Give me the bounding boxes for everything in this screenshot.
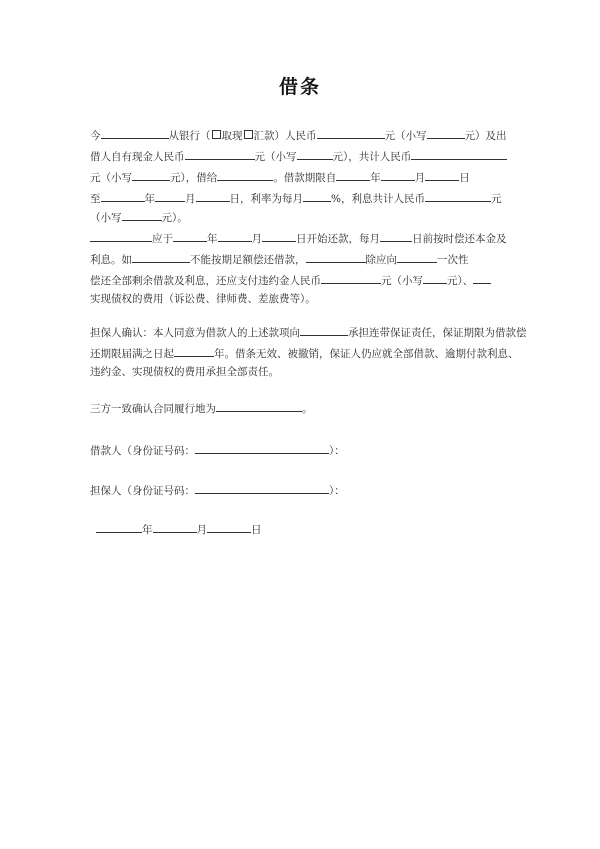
- text-ri: 日: [459, 172, 470, 184]
- text-yue-4: 月: [196, 524, 207, 536]
- blank-end-month[interactable]: [155, 190, 185, 202]
- text-yuan-xiaoxie: 元（小写: [384, 130, 427, 142]
- text-venue: 三方一致确认合同履行地为: [90, 403, 216, 415]
- text-cash: 取现: [221, 130, 243, 142]
- text-close-colon-2: ）：: [329, 485, 345, 497]
- text-guarantor: 担保人（身份证号码：: [90, 485, 195, 497]
- blank-monthly-day[interactable]: [380, 230, 412, 242]
- blank-cash-amount[interactable]: [185, 148, 255, 160]
- borrower-line: [90, 442, 345, 458]
- loan-line-2: [90, 148, 507, 164]
- loan-line-3: [90, 169, 470, 185]
- date-line: [96, 521, 262, 537]
- text-yuan-close-period: 元）。: [161, 212, 188, 224]
- blank-end-year[interactable]: [101, 190, 145, 202]
- blank-repayer[interactable]: [90, 230, 152, 242]
- text-period: 。: [302, 403, 313, 415]
- repay-line-1: [90, 230, 507, 246]
- guarantor-line-2: [90, 345, 519, 361]
- text-yuan-xiaoxie-2: 元（小写: [254, 151, 297, 163]
- checkbox-transfer[interactable]: [244, 130, 253, 139]
- checkbox-cash[interactable]: [212, 130, 221, 139]
- text-pct-interest: %，利息共计人民币: [331, 193, 425, 205]
- text-yue: 月: [414, 172, 426, 184]
- blank-interest-small[interactable]: [122, 209, 162, 221]
- text-yuan: 元: [490, 193, 502, 205]
- text-ying-yu: 应于: [152, 233, 173, 245]
- guarantor-signature-line: [90, 482, 345, 498]
- blank-end-day[interactable]: [196, 190, 230, 202]
- text-yue-3: 月: [251, 233, 262, 245]
- blank-borrower-id[interactable]: [195, 442, 329, 454]
- blank-total-amount[interactable]: [411, 148, 507, 160]
- text-ri-start: 日开始还款，每月: [296, 233, 380, 245]
- blank-penalty[interactable]: [321, 272, 381, 284]
- text-nian-2: 年: [144, 193, 155, 205]
- loan-line-1: [90, 127, 507, 143]
- text-costs: 实现债权的费用（诉讼费、律师费、差旅费等）。: [90, 293, 316, 305]
- blank-guarantee-to[interactable]: [300, 324, 348, 336]
- text-ri-rate: 日，利率为每月: [229, 193, 303, 205]
- blank-cost-payer[interactable]: [473, 272, 491, 284]
- text-guarantor-2a: 还期限届满之日起: [90, 348, 174, 360]
- text-yuan-close: 元）及出: [464, 130, 507, 142]
- guarantor-line-1: [90, 324, 527, 340]
- text-period-from: 。借款期限自: [273, 172, 337, 184]
- text-yuan-close-dun: 元）、: [447, 275, 474, 287]
- blank-rate[interactable]: [303, 190, 331, 202]
- text-nian: 年: [370, 172, 381, 184]
- text-jiegei: 元），借给: [170, 172, 218, 184]
- blank-interest[interactable]: [425, 190, 491, 202]
- document-title: 借条: [278, 76, 321, 98]
- text-ri-4: 日: [251, 524, 262, 536]
- text-nian-4: 年: [142, 524, 153, 536]
- loan-line-5: [90, 209, 188, 225]
- text-nian-3: 年: [207, 233, 218, 245]
- text-guarantor-1b: 承担连带保证责任，保证期限为借款偿: [348, 327, 527, 339]
- text-guarantor-3: 违约金、实现债权的费用承担全部责任。: [90, 366, 279, 378]
- blank-repay-day[interactable]: [262, 230, 296, 242]
- text-zhi: 至: [90, 193, 101, 205]
- text-yue-2: 月: [185, 193, 196, 205]
- repay-line-3: [90, 272, 491, 288]
- text-borrower: 借款人（身份证号码：: [90, 445, 195, 457]
- blank-repay-year[interactable]: [173, 230, 207, 242]
- text-total: 元），共计人民币: [332, 151, 412, 163]
- venue-line: [90, 400, 313, 416]
- text-guarantor-2b: 年。借条无效、被撤销，保证人仍应就全部借款、逾期付款利息、: [214, 348, 519, 360]
- blank-sign-month[interactable]: [153, 521, 197, 533]
- blank-start-month[interactable]: [381, 169, 415, 181]
- blank-borrower[interactable]: [217, 169, 273, 181]
- blank-venue[interactable]: [216, 400, 302, 412]
- blank-bank-amount[interactable]: [317, 127, 385, 139]
- blank-repay-month[interactable]: [218, 230, 252, 242]
- blank-start-day[interactable]: [425, 169, 459, 181]
- text-transfer: 汇款）人民币: [253, 130, 317, 142]
- loan-line-4: [90, 190, 501, 206]
- repay-line-2: [90, 251, 469, 267]
- blank-penalty-small[interactable]: [423, 272, 447, 284]
- blank-sign-day[interactable]: [207, 521, 251, 533]
- blank-bank-amount-small[interactable]: [427, 127, 465, 139]
- blank-defaulter[interactable]: [132, 251, 190, 263]
- text-guarantor-1a: 担保人确认：本人同意为借款人的上述款项向: [90, 327, 300, 339]
- blank-sign-year[interactable]: [96, 521, 142, 533]
- blank-guarantee-years[interactable]: [174, 345, 214, 357]
- blank-date[interactable]: [101, 127, 169, 139]
- blank-creditor[interactable]: [306, 251, 366, 263]
- blank-start-year[interactable]: [336, 169, 370, 181]
- text-xiaoxie-open: （小写: [90, 212, 122, 224]
- text-lixi-ru: 利息。如: [90, 254, 132, 266]
- text-buneng: 不能按期足额偿还借款，: [190, 254, 306, 266]
- repay-line-4: [90, 291, 316, 307]
- text-chu-ying: 除应向: [365, 254, 397, 266]
- text-from-bank: 从银行（: [168, 130, 211, 142]
- text-yicixing: 一次性: [437, 254, 469, 266]
- blank-guarantor-id[interactable]: [195, 482, 329, 494]
- guarantor-line-3: [90, 364, 279, 380]
- text-close-colon: ）：: [329, 445, 345, 457]
- text-lender-cash: 借人自有现金人民币: [90, 151, 185, 163]
- text-yuan-xiaoxie-4: 元（小写: [381, 275, 423, 287]
- text-jin: 今: [90, 130, 101, 142]
- text-yuan-xiaoxie-3: 元（小写: [90, 172, 132, 184]
- blank-total-small[interactable]: [132, 169, 170, 181]
- text-ri-before: 日前按时偿还本金及: [412, 233, 507, 245]
- blank-cash-amount-small[interactable]: [297, 148, 333, 160]
- text-chang-huan: 偿还全部剩余借款及利息，还应支付违约金人民币: [90, 275, 321, 287]
- blank-payee[interactable]: [397, 251, 437, 263]
